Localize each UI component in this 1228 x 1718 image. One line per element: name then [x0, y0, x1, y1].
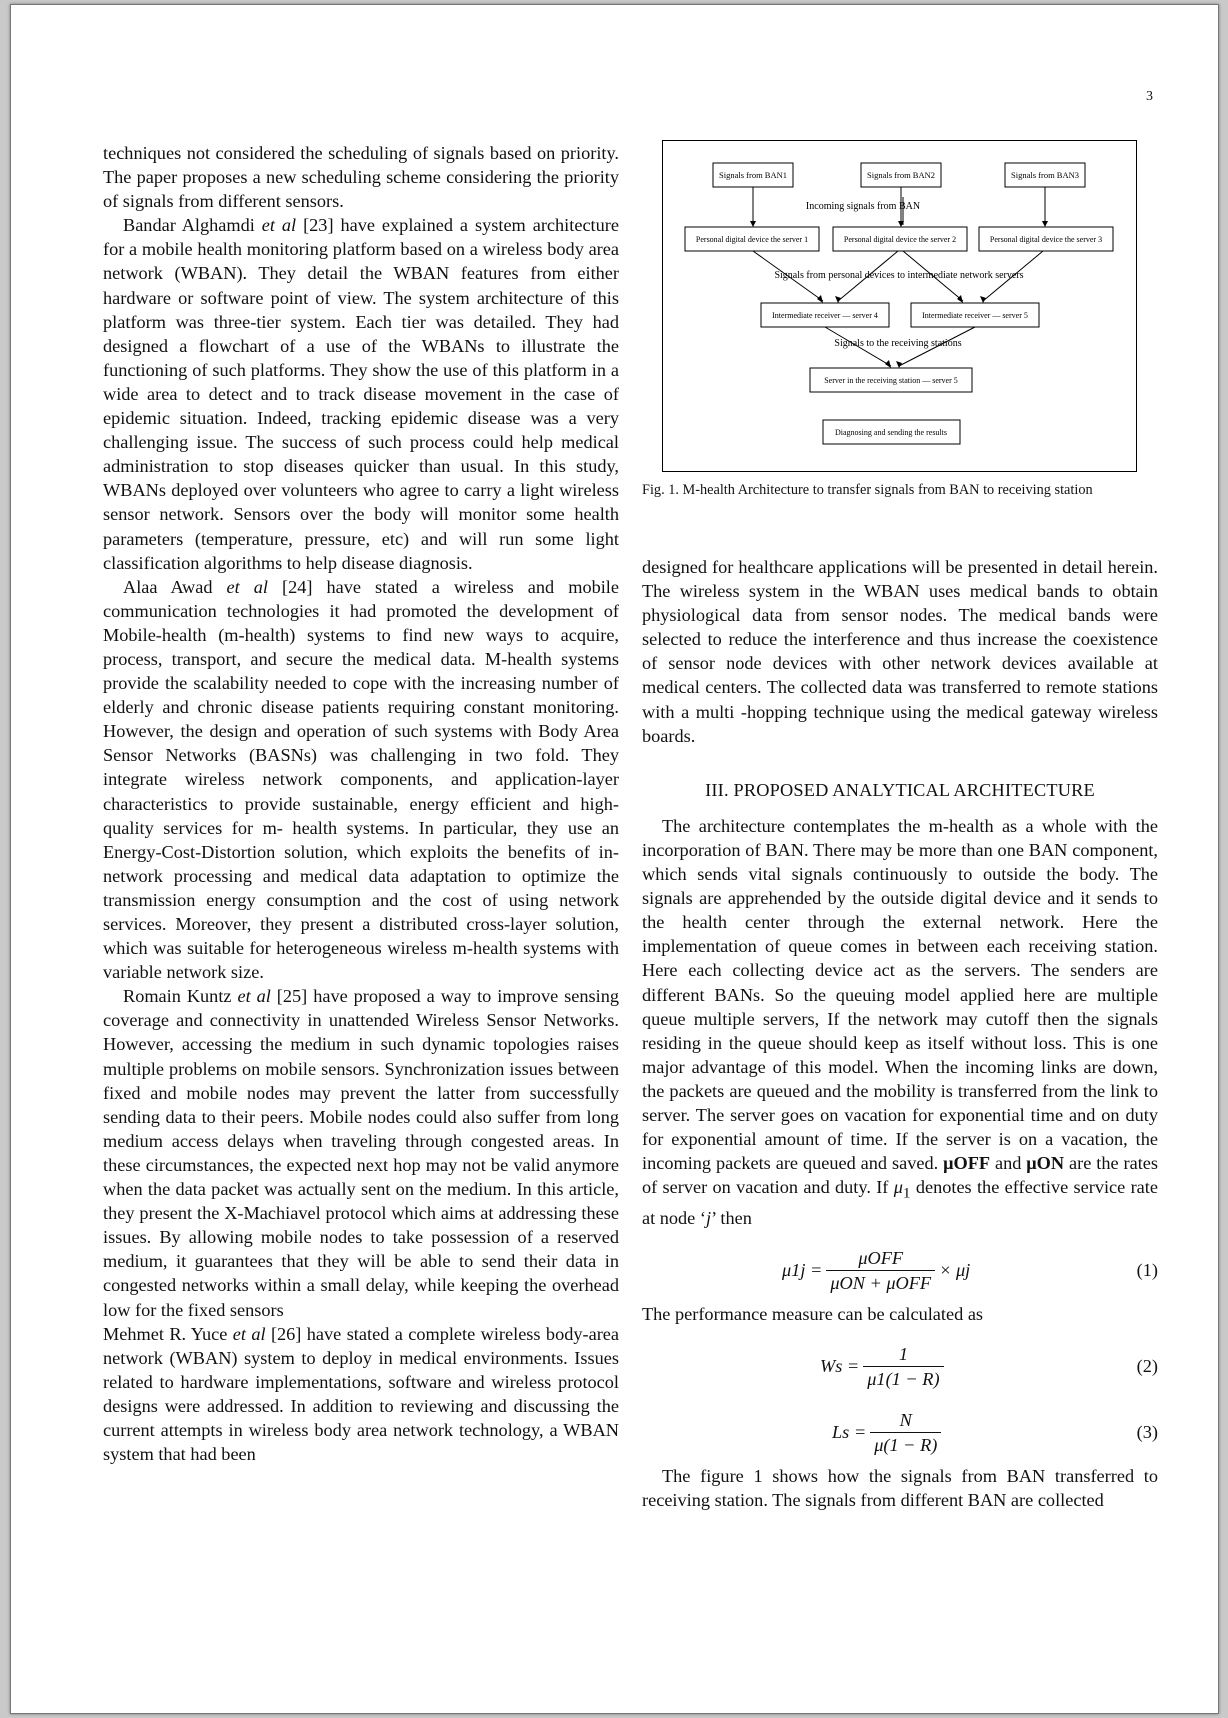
paragraph-architecture: The architecture contemplates the m-health as a whole with the incorporation of BAN. There may be more than one BAN component, which sends vital signals continuously to outside the body. The signals are apprehended by the outside digital device and it sends to the health center through the external network. Here the implementation of queue comes in between each receiving station. Here each collecting device act as the servers. The senders are different BANs. So the queuing model applied here are multiple queue multiple servers, If the network may cutoff then the signals residing in the queue should keep as itself without loss. This is one major advantage of this model. When the incoming links are down, the packets are queued and the mobility is transferred from the link to server. The server goes on vacation for exponential time and on duty for exponential amount of time. If the server is on a vacation, the incoming packets are queued and saved. μOFF and μON are the rates of server on vacation and duty. If $\mu_1$ denotes the effective service rate at node ‘j’ then — [642, 815, 1159, 1228]
paragraph-continuation: designed for healthcare applications will be presented in detail herein. The wireless system in the WBAN uses medical bands to obtain physiological data from sensor nodes. The medical bands were selected to reduce the interference and thus increase the coexistence of sensor node devices with other network devices available at medical centers. The collected data was transferred to remote stations with a multi -hopping technique using the medical gateway wireless boards. — [642, 557, 1158, 746]
diag-label: Diagnosing and sending the results — [835, 428, 947, 437]
paragraph-performance: The performance measure can be calculated as — [642, 1304, 984, 1325]
paragraph-figure-ref: The figure 1 shows how the signals from BAN transferred to receiving station. The signals from different BAN are collected — [642, 1466, 1158, 1511]
to-receiving-label: Signals to the receiving stations — [834, 338, 962, 349]
incoming-label: Incoming signals from BAN — [805, 201, 921, 212]
equation-number-1: (1) — [1136, 1260, 1158, 1281]
pd1-label: Personal digital device the server 1 — [695, 235, 809, 244]
section-heading: III. PROPOSED ANALYTICAL ARCHITECTURE — [705, 779, 1095, 800]
ir5-label: Intermediate receiver — server 5 — [922, 311, 1028, 320]
ban1-label: Signals from BAN1 — [719, 170, 787, 180]
to-intermediate-label: Signals from personal devices to intermediate network servers — [774, 270, 1024, 281]
ban3-label: Signals from BAN3 — [1011, 170, 1079, 180]
paragraph-alghamdi: Bandar Alghamdi et al [23] have explained a system architecture for a mobile health monitoring platform based on a wireless body area network (WBAN). They detail the WBAN features from either hardware or software point of view. The system architecture of this platform was three-tier system. Each tier was detailed. They had designed a flowchart of a use of the WBANs to illustrate the functioning of such platforms. They show the use of this platform in a wide area to detect and to track disease movement in the case of epidemic situation. Indeed, tracking epidemic disease was a very challenging issue. The success of such process could help medical administration to stop diseases quicker than usual. In this study, WBANs deployed over volunteers who agree to carry a light wireless sensor network. Sensors over the body will monitor some health parameters (temperature, pressure, etc) and will run some light classification algorithms to help disease diagnosis. — [103, 215, 619, 573]
paragraph-kuntz: Romain Kuntz et al [25] have proposed a way to improve sensing coverage and connectivity in unattended Wireless Sensor Networks. However, accessing the medium in such dynamic topologies raises multiple problems on mobile sensors. Synchronization issues between fixed and mobile nodes may prevent the latter from successfully sending data to their peers. Mobile nodes could also suffer from long medium access delays when traveling through congested areas. In these circumstances, the expected next hop may not be valid anymore when the data packet was actually sent on the medium. In this article, they present the X-Machiavel protocol which aims at addressing these issues. By allowing mobile nodes to take possession of a reserved medium, it guarantees that they will be able to send their data in congested networks within a small delay, while keeping the overhead low for the fixed sensors — [103, 986, 619, 1320]
pd3-label: Personal digital device the server 3 — [989, 235, 1103, 244]
page-number: 3 — [1146, 89, 1153, 104]
equation-number-2: (2) — [1136, 1356, 1158, 1377]
right-column — [642, 555, 1158, 1512]
equation-1: μ1j = $\frac{\text{μOFF}}{\text{μON + μOFF}}$ × μj (1) — [782, 1247, 1158, 1293]
pd2-label: Personal digital device the server 2 — [843, 235, 957, 244]
equation-3: Ls = $\frac{N}{\mu(1 - R)}$ (3) — [832, 1409, 1158, 1455]
paper-page — [10, 4, 1219, 1714]
ban2-label: Signals from BAN2 — [867, 170, 935, 180]
paragraph-awad: Alaa Awad et al [24] have stated a wireless and mobile communication technologies it had promoted the development of Mobile-health (m-health) systems to find new ways to acquire, process, transport, and secure the medical data. M-health systems provide the scalability needed to cope with the increasing number of elderly and chronic disease patients requiring constant monitoring. However, the design and operation of such systems with Body Area Sensor Networks (BASNs) was challenging in two fold. They integrate wireless network components, and application-layer characteristics to provide sustainable, energy efficient and high-quality services for m- health systems. In particular, they use an Energy-Cost-Distortion solution, which exploits the benefits of in-network processing and medical data adaptation to optimize the transmission energy consumption and the cost of using network services. Moreover, they present a distributed cross-layer solution, which was suitable for heterogeneous wireless m-health systems with variable network size. — [103, 576, 620, 983]
ir4-label: Intermediate receiver — server 4 — [772, 311, 878, 320]
flowchart-diagram — [663, 141, 1136, 471]
figure-caption: Fig. 1. M-health Architecture to transfer signals from BAN to receiving station — [642, 482, 1093, 498]
equation-2: Ws = $\frac{1}{\mu 1(1 - R)}$ (2) — [820, 1343, 1158, 1389]
equation-number-3: (3) — [1136, 1422, 1158, 1443]
rs5-label: Server in the receiving station — server 5 — [824, 376, 958, 385]
paragraph-intro: techniques not considered the scheduling of signals based on priority. The paper proposes a new scheduling scheme considering the priority of signals from different sensors. — [103, 143, 619, 212]
left-column — [103, 141, 619, 1466]
paragraph-yuce: Mehmet R. Yuce et al [26] have stated a complete wireless body-area network (WBAN) system to deploy in medical environments. Issues related to hardware implementations, software and wireless protocol designs were addressed. In addition to reviewing and discussing the current attempts in wireless body area network technology, a WBAN system that had been — [103, 1323, 620, 1465]
architecture-figure — [662, 140, 1137, 472]
